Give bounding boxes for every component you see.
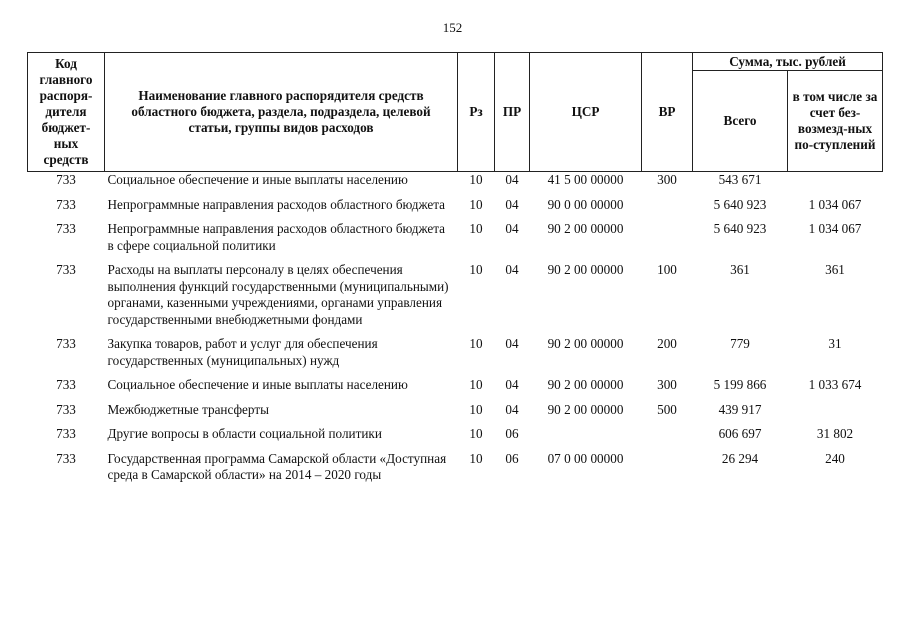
cell-code: 733 [56, 377, 76, 392]
cell-code: 733 [56, 262, 76, 277]
cell-code: 733 [56, 196, 76, 212]
cell-total: 361 [730, 262, 750, 277]
cell-pr: 04 [505, 196, 519, 212]
cell-name: Непрограммные направления расходов областного бюджета [107, 196, 446, 212]
table-row [28, 424, 883, 449]
cell-free-receipts: 31 [828, 336, 842, 351]
cell-free-receipts [788, 400, 883, 425]
cell-free-receipts: 361 [825, 262, 845, 277]
cell-rz: 10 [469, 401, 483, 417]
cell-name: Социальное обеспечение и иные выплаты населению [107, 377, 408, 392]
cell-vr [642, 219, 693, 260]
table-row [28, 260, 883, 334]
cell-vr: 100 [657, 262, 677, 277]
cell-csr: 90 2 00 00000 [547, 221, 624, 236]
cell-name: Межбюджетные трансферты [107, 401, 269, 417]
budget-table [27, 52, 883, 490]
table-row [28, 172, 883, 195]
cell-csr: 07 0 00 00000 [547, 450, 624, 466]
header-code: Код главного распоря-дителя бюджет-ных средств [28, 53, 105, 172]
cell-pr: 04 [505, 401, 519, 417]
table-row [28, 400, 883, 425]
cell-rz: 10 [469, 221, 483, 236]
cell-code: 733 [56, 221, 76, 236]
page-number: 152 [442, 20, 463, 35]
cell-csr: 90 2 00 00000 [547, 336, 624, 351]
cell-rz: 10 [469, 262, 483, 277]
header-sum-group: Сумма, тыс. рублей [693, 53, 883, 71]
cell-csr: 90 2 00 00000 [547, 377, 624, 392]
table-row [28, 375, 883, 400]
table-row [28, 334, 883, 375]
table-header [28, 53, 883, 172]
header-pr: ПР [495, 53, 530, 172]
cell-free-receipts: 1 034 067 [808, 196, 862, 212]
cell-pr: 04 [505, 172, 519, 187]
cell-free-receipts: 1 034 067 [808, 221, 862, 236]
header-rz: Рз [458, 53, 495, 172]
cell-vr: 500 [657, 401, 677, 417]
cell-vr: 300 [657, 172, 677, 187]
cell-code: 733 [56, 172, 76, 187]
cell-vr: 300 [657, 377, 677, 392]
cell-free-receipts: 1 033 674 [808, 377, 862, 392]
cell-csr: 90 2 00 00000 [547, 262, 624, 277]
cell-name: Непрограммные направления расходов областного бюджета в сфере социальной политики [107, 221, 446, 253]
cell-code: 733 [56, 401, 76, 417]
cell-free-receipts: 31 802 [816, 426, 854, 441]
cell-pr: 06 [505, 450, 519, 466]
cell-total: 439 917 [718, 401, 762, 417]
cell-pr: 04 [505, 262, 519, 277]
table-body [28, 172, 883, 490]
cell-name: Другие вопросы в области социальной политики [107, 426, 382, 441]
cell-name: Закупка товаров, работ и услуг для обеспечения государственных (муниципальных) нужд [107, 336, 378, 368]
cell-total: 543 671 [718, 172, 762, 187]
cell-free-receipts [788, 172, 883, 195]
header-total: Всего [693, 71, 788, 172]
cell-code: 733 [56, 336, 76, 351]
cell-name: Государственная программа Самарской области «Доступная среда в Самарской области» на 2014 – 2020 годы [107, 450, 447, 482]
header-csr: ЦСР [530, 53, 642, 172]
cell-total: 5 199 866 [713, 377, 767, 392]
cell-rz: 10 [469, 172, 483, 187]
header-name: Наименование главного распорядителя средств областного бюджета, раздела, подраздела, целевой статьи, группы видов расходов [105, 53, 458, 172]
table-row [28, 219, 883, 260]
cell-csr: 90 0 00 00000 [547, 196, 624, 212]
cell-name: Расходы на выплаты персоналу в целях обеспечения выполнения функций государственными (муниципальными) органами, казенными учреждениями, органами управления государственными внебюджетными фондами [107, 262, 449, 327]
cell-total: 26 294 [721, 450, 759, 466]
cell-vr [642, 424, 693, 449]
cell-rz: 10 [469, 196, 483, 212]
cell-rz: 10 [469, 377, 483, 392]
header-free-receipts: в том числе за счет без-возмезд-ных по-ступлений [788, 71, 883, 172]
cell-pr: 06 [505, 426, 519, 441]
cell-code: 733 [56, 426, 76, 441]
cell-pr: 04 [505, 221, 519, 236]
cell-name: Социальное обеспечение и иные выплаты населению [107, 172, 408, 187]
header-vr: ВР [642, 53, 693, 172]
cell-vr [642, 195, 693, 220]
cell-total: 5 640 923 [713, 221, 767, 236]
table-row [28, 195, 883, 220]
cell-total: 606 697 [718, 426, 762, 441]
cell-free-receipts: 240 [825, 450, 845, 466]
cell-pr: 04 [505, 336, 519, 351]
table-row [28, 449, 883, 490]
cell-csr: 41 5 00 00000 [547, 172, 624, 187]
cell-vr [642, 449, 693, 490]
cell-csr [530, 424, 642, 449]
cell-pr: 04 [505, 377, 519, 392]
cell-vr: 200 [657, 336, 677, 351]
cell-total: 5 640 923 [713, 196, 767, 212]
cell-rz: 10 [469, 426, 483, 441]
cell-csr: 90 2 00 00000 [547, 401, 624, 417]
cell-rz: 10 [469, 336, 483, 351]
cell-code: 733 [56, 450, 76, 466]
cell-total: 779 [730, 336, 750, 351]
cell-rz: 10 [469, 450, 483, 466]
